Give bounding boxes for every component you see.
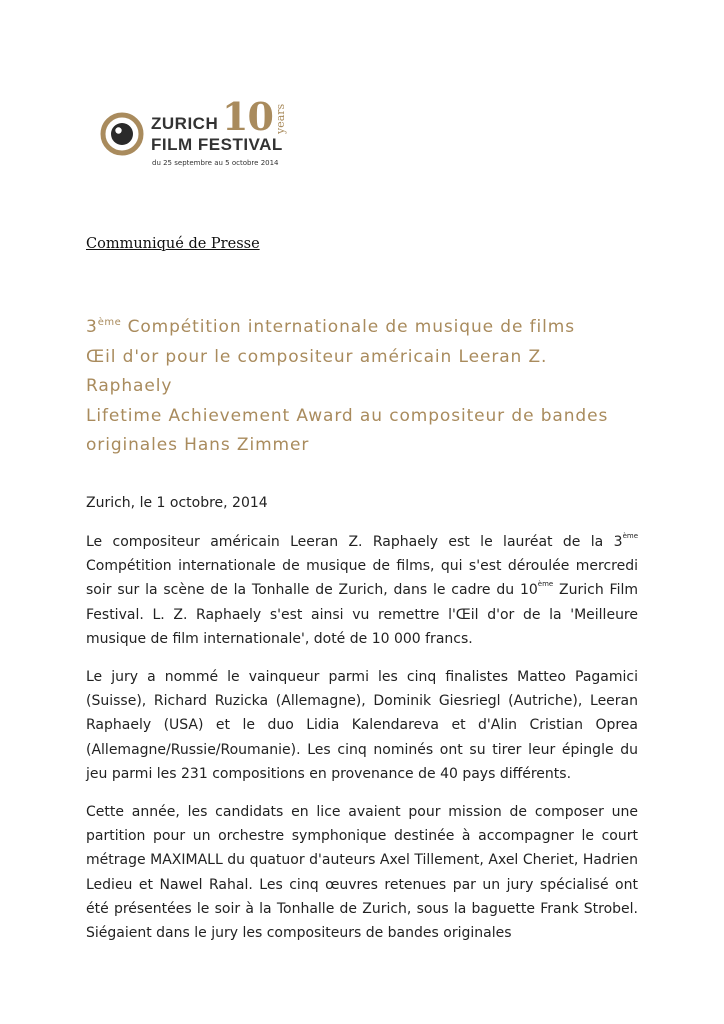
film-eye-icon (100, 112, 144, 156)
press-release-body (86, 530, 638, 959)
headline-line-2: Œil d'or pour le compositeur américain Leeran Z. (86, 346, 548, 367)
body-paragraph-1: Le compositeur américain Leeran Z. Raphaely est le lauréat de la 3ème Compétition internationale de musique de films, qui s'est déroulée mercredi soir sur la scène de la Tonhalle de Zurich, dans le cadre du 10ème Zurich Film Festival. L. Z. Raphaely s'est ainsi vu remettre l'Œil d'or de la 'Meilleure musique de film internationale', doté de 10 000 francs. (86, 532, 638, 647)
dateline: Zurich, le 1 octobre, 2014 (86, 495, 268, 511)
logo-anniversary-number: 10 (222, 94, 273, 139)
headline-line-3: Raphaely (86, 376, 173, 396)
festival-logo (100, 96, 305, 172)
headline-line-1: 3ème Compétition internationale de musique de films (86, 317, 575, 337)
document-type: Communiqué de Presse (86, 236, 260, 252)
body-paragraph-3: Cette année, les candidats en lice avaient pour mission de composer une partition pour un orchestre symphonique destinée à accompagner le court métrage MAXIMALL du quatuor d'auteurs Axel Tillement, Axel Cheriet, Hadrien Ledieu et Nawel Rahal. Les cinq œuvres retenues par un jury spécialisé ont été présentées le soir à la Tonhalle de Zurich, sous la baguette Frank Strobel. Siégaient dans le jury les compositeurs de bandes originales (86, 804, 638, 942)
press-release-headline (86, 308, 646, 461)
festival-dates: du 25 septembre au 5 octobre 2014 (152, 159, 279, 167)
headline-line-4: Lifetime Achievement Award au compositeur de bandes (86, 405, 609, 426)
logo-wordmark-zurich: ZURICH (151, 114, 219, 133)
body-paragraph-2: Le jury a nommé le vainqueur parmi les cinq finalistes Matteo Pagamici (Suisse), Richard Ruzicka (Allemagne), Dominik Giesriegl (Autriche), Leeran Raphaely (USA) et le duo Lidia Kalendareva et d'Alin Cristian Oprea (Allemagne/Russie/Roumanie). Les cinq nominés ont su tirer leur épingle du jeu parmi les 231 compositions en provenance de 40 pays différents. (86, 669, 638, 782)
logo-wordmark-film-festival: FILM FESTIVAL (151, 135, 283, 154)
logo-anniversary-unit: years (274, 103, 287, 134)
headline-line-5: originales Hans Zimmer (86, 435, 310, 455)
